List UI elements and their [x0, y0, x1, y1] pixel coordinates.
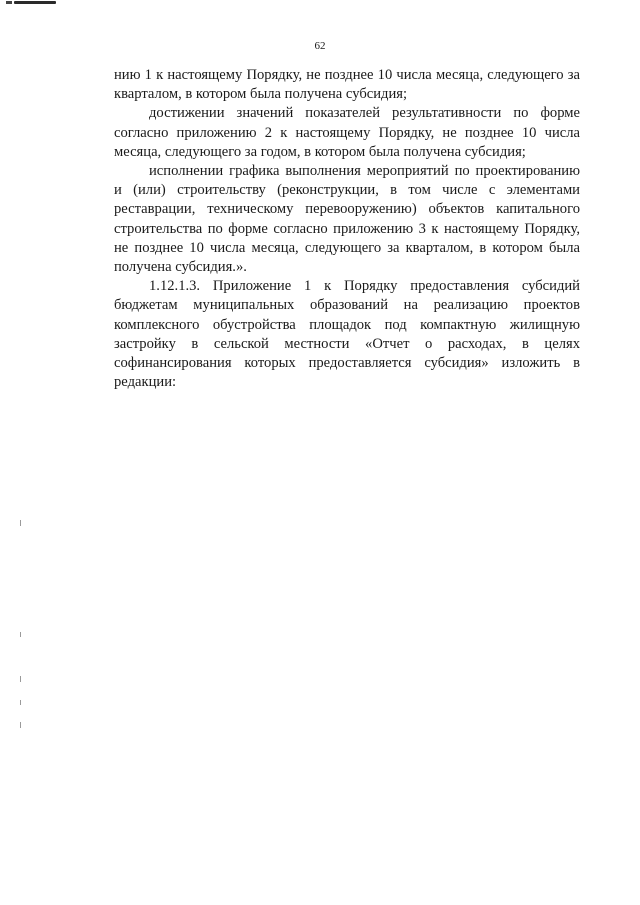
- binding-mark: [20, 700, 21, 705]
- paragraph-schedule-execution: исполнении графика выполнения мероприятий по проектированию и (или) строительству (реконструкции, в том числе с элементами реставрации, техническому перевооружению) объектов капитального строительства по форме согласно приложению 3 к настоящему Порядку, не позднее 10 числа месяца, следующего за кварталом, в котором была получена субсидия.».: [114, 163, 580, 276]
- paragraph-continuation: нию 1 к настоящему Порядку, не позднее 10 числа месяца, следующего за кварталом, в котором была получена субсидия;: [114, 67, 580, 103]
- scan-corner-mark: [6, 1, 12, 4]
- binding-mark: [20, 722, 21, 728]
- paragraph-performance-indicators: достижении значений показателей результативности по форме согласно приложению 2 к настоящему Порядку, не позднее 10 числа месяца, следующего за годом, в котором была получена субсидия;: [114, 105, 580, 160]
- page-number: 62: [314, 40, 326, 52]
- scan-corner-mark: [14, 1, 56, 4]
- binding-mark: [20, 632, 21, 637]
- binding-mark: [20, 520, 21, 526]
- binding-mark: [20, 676, 21, 682]
- document-body: [114, 66, 580, 392]
- paragraph-amendment-1-12-1-3: 1.12.1.3. Приложение 1 к Порядку предоставления субсидий бюджетам муниципальных образований на реализацию проектов комплексного обустройства площадок под компактную жилищную застройку в сельской местности «Отчет о расходах, в целях софинансирования которых предоставляется субсидия» изложить в редакции:: [114, 278, 580, 391]
